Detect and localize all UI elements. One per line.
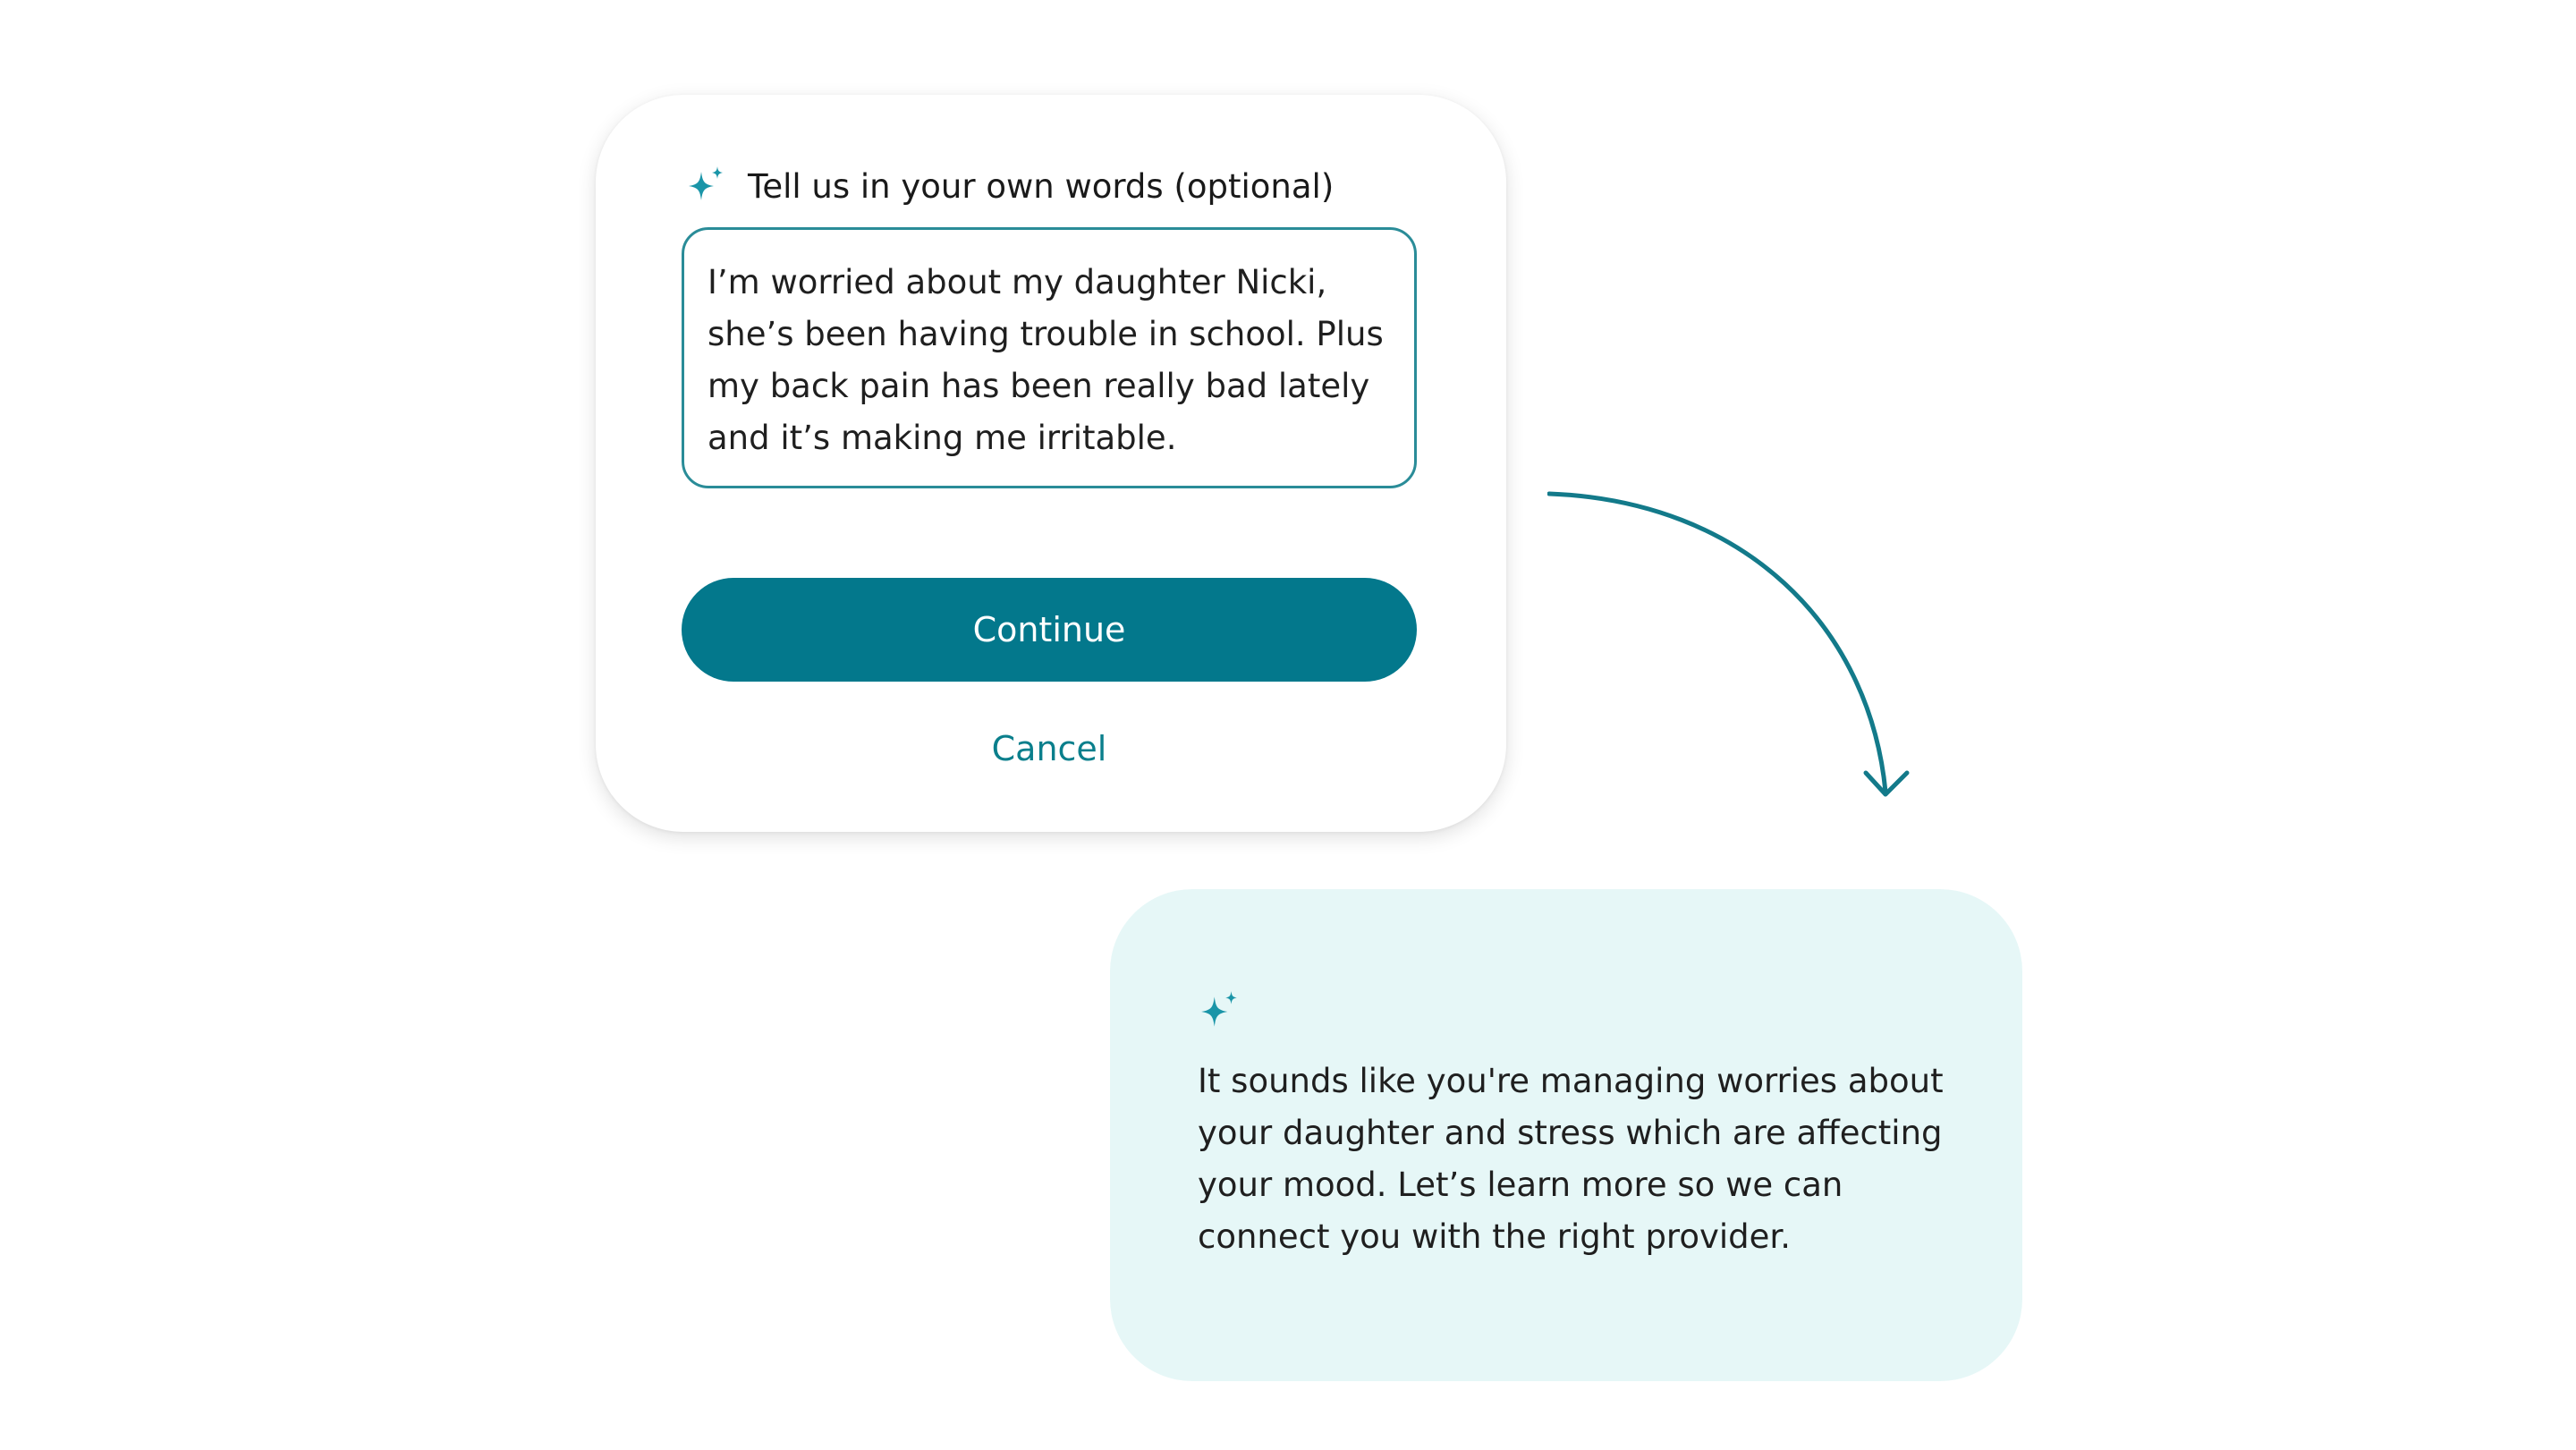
input-card-header [685, 161, 1334, 211]
flow-arrow-icon [1547, 474, 1923, 832]
response-card [1110, 889, 2022, 1381]
continue-button[interactable]: Continue [682, 578, 1417, 682]
cancel-button[interactable]: Cancel [991, 729, 1107, 768]
card-title: Tell us in your own words (optional) [748, 166, 1335, 206]
input-card [596, 95, 1506, 832]
sparkle-icon [1198, 989, 1242, 1034]
sparkle-icon [685, 165, 728, 208]
description-textarea[interactable]: I’m worried about my daughter Nicki, she’s been having trouble in school. Plus my back pain has been really bad lately and it’s making me irritable. [682, 227, 1417, 488]
response-message: It sounds like you're managing worries about your daughter and stress which are affecting your mood. Let’s learn more so we can connect you with the right provider. [1198, 1062, 1944, 1256]
